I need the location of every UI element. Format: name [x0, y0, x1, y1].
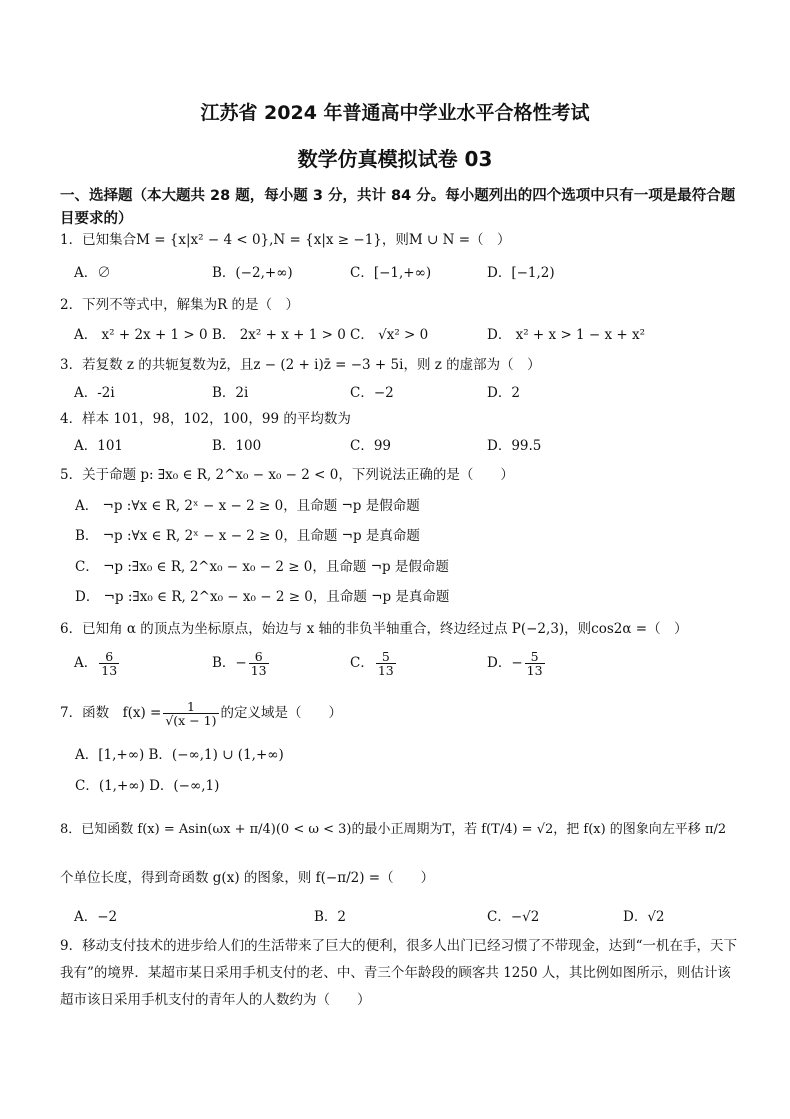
question-2-option-d: D． x² + x > 1 − x + x²	[487, 327, 646, 343]
numerator: 5	[525, 650, 545, 664]
option-a-label: A．	[74, 655, 98, 671]
question-7-options-ab: A．[1,+∞) B．(−∞,1) ∪ (1,+∞)	[75, 747, 284, 763]
numerator: 5	[376, 650, 396, 664]
question-5-option-d: D． ¬p :∃x₀ ∈ R, 2^x₀ − x₀ − 2 ≥ 0，且命题 ¬p 是真命题	[75, 589, 450, 605]
question-9-text: 9．移动支付技术的进步给人们的生活带来了巨大的便利，很多人出门已经习惯了不带现金，达到“一机在手，天下我有”的境界．某超市某日采用手机支付的老、中、青三个年龄段的顾客共 1250 人，其比例如图所示，则估计该超市该日采用手机支付的青年人的人数约为（ ）	[60, 938, 737, 1008]
question-8-option-a: A．−2	[74, 909, 118, 925]
question-8-stem: 8．已知函数 f(x) = Asin(ωx + π/4)(0 < ω < 3)的最小正周期为T，若 f(T/4) = √2，把 f(x) 的图象向左平移 π/2	[60, 822, 727, 837]
question-2-option-c: C． √x² > 0	[350, 327, 429, 343]
question-3-option-d: D．2	[487, 385, 520, 401]
question-5-option-c: C． ¬p :∃x₀ ∈ R, 2^x₀ − x₀ − 2 ≥ 0，且命题 ¬p 是假命题	[75, 559, 449, 575]
section-header: 一、选择题（本大题共 28 题，每小题 3 分，共计 84 分。每小题列出的四个选项中只有一项是最符合题目要求的）	[60, 188, 736, 227]
question-3-stem: 3．若复数 z 的共轭复数为z̄，且z − (2 + i)z̄ = −3 + 5i，则 z 的虚部为（ ）	[60, 357, 541, 373]
question-5-option-b: B． ¬p :∀x ∈ R, 2ˣ − x − 2 ≥ 0，且命题 ¬p 是真命题	[75, 528, 420, 544]
denominator: 13	[526, 663, 543, 678]
numerator: 1	[163, 700, 218, 714]
question-1-option-b: B．(−2,+∞)	[212, 265, 293, 281]
option-c-label: C．	[350, 655, 374, 671]
option-a-fraction	[99, 650, 119, 677]
stem-suffix: 的定义域是（ ）	[220, 705, 342, 721]
question-8-stem-continued: 个单位长度，得到奇函数 g(x) 的图象，则 f(−π/2) =（ ）	[60, 870, 435, 886]
question-6-option-b	[212, 650, 271, 677]
denominator: 13	[250, 663, 267, 678]
question-6-option-d	[487, 650, 547, 677]
function-fraction	[163, 700, 218, 727]
option-b-fraction	[249, 650, 269, 677]
question-6-option-c	[350, 650, 398, 677]
stem-prefix: 7．函数 f(x) =	[60, 705, 162, 721]
question-4-option-d: D．99.5	[487, 438, 542, 454]
question-8-option-d: D．√2	[623, 909, 665, 925]
question-6-option-a	[74, 650, 121, 677]
question-6-stem: 6．已知角 α 的顶点为坐标原点，始边与 x 轴的非负半轴重合，终边经过点 P(−2,3)，则cos2α =（ ）	[60, 621, 688, 637]
option-b-label: B．−	[212, 655, 247, 671]
question-1-option-d: D．[−1,2)	[487, 265, 555, 281]
question-3-option-c: C．−2	[350, 385, 394, 401]
numerator: 6	[249, 650, 269, 664]
option-d-label: D．−	[487, 655, 523, 671]
option-c-fraction	[376, 650, 396, 677]
question-3-option-a: A．-2i	[74, 385, 115, 401]
question-4-option-c: C．99	[350, 438, 392, 454]
denominator: √(x − 1)	[165, 713, 217, 728]
question-5-option-a: A． ¬p :∀x ∈ R, 2ˣ − x − 2 ≥ 0，且命题 ¬p 是假命题	[75, 498, 420, 514]
question-4-option-a: A．101	[74, 438, 124, 454]
question-2-option-a: A． x² + 2x + 1 > 0	[74, 327, 208, 343]
denominator: 13	[101, 663, 118, 678]
question-2-option-b: B． 2x² + x + 1 > 0	[212, 327, 346, 343]
question-1-option-c: C．[−1,+∞)	[350, 265, 432, 281]
option-d-fraction	[525, 650, 545, 677]
question-8-option-c: C．−√2	[487, 909, 540, 925]
question-8-option-b: B．2	[314, 909, 347, 925]
question-7-stem	[60, 700, 342, 727]
question-2-stem: 2．下列不等式中，解集为R 的是（ ）	[60, 297, 300, 313]
question-7-options-cd: C．(1,+∞) D．(−∞,1)	[75, 778, 220, 794]
question-1-stem: 1．已知集合M = {x|x² − 4 < 0},N = {x|x ≥ −1}，则M ∪ N =（ ）	[60, 232, 511, 248]
exam-subtitle: 数学仿真模拟试卷 03	[297, 147, 493, 171]
question-5-stem: 5．关于命题 p: ∃x₀ ∈ R, 2^x₀ − x₀ − 2 < 0，下列说法正确的是（ ）	[60, 467, 514, 483]
question-4-option-b: B．100	[212, 438, 262, 454]
denominator: 13	[377, 663, 394, 678]
question-1-option-a: A．∅	[74, 265, 111, 281]
exam-title: 江苏省 2024 年普通高中学业水平合格性考试	[200, 102, 590, 124]
numerator: 6	[99, 650, 119, 664]
question-4-stem: 4．样本 101，98，102，100，99 的平均数为	[60, 411, 351, 427]
question-3-option-b: B．2i	[212, 385, 249, 401]
